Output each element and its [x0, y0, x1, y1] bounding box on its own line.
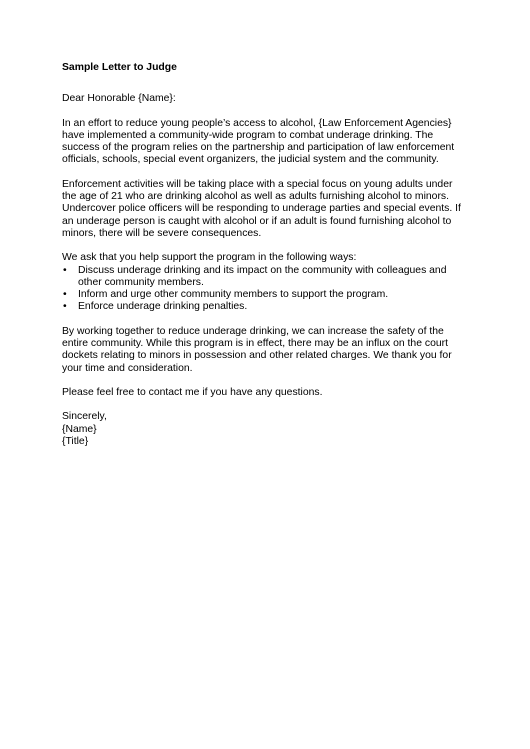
list-item	[62, 301, 472, 313]
list-item-line: Discuss underage drinking and its impact on the community with colleagues and	[78, 264, 447, 276]
list-item-line: other community members.	[78, 276, 204, 288]
letter-title: Sample Letter to Judge	[62, 62, 177, 73]
closing-phrase: Sincerely,	[62, 411, 107, 423]
contact-line: Please feel free to contact me if you have any questions.	[62, 386, 323, 398]
paragraph-closing-remarks	[62, 326, 472, 375]
list-item-line: Enforce underage drinking penalties.	[78, 301, 248, 313]
bullet-icon: •	[63, 301, 67, 313]
letter-page	[62, 62, 472, 448]
paragraph-line: Undercover police officers will be responding to underage parties and special events. If	[62, 203, 461, 215]
paragraph-line: have implemented a community-wide program to combat underage drinking. The	[62, 129, 434, 141]
paragraph-line: officials, schools, special event organizers, the judicial system and the community.	[62, 154, 439, 166]
list-item-line: Inform and urge other community members to support the program.	[78, 289, 389, 301]
paragraph-line: entire community. While this program is in effect, there may be an influx on the court	[62, 338, 448, 350]
paragraph-program-intro	[62, 118, 472, 167]
paragraph-line: Enforcement activities will be taking place with a special focus on young adults under	[62, 178, 453, 190]
support-intro: We ask that you help support the program in the following ways:	[62, 252, 357, 264]
paragraph-line: minors, there will be severe consequences.	[62, 227, 262, 239]
bullet-icon: •	[63, 264, 67, 276]
signer-title: {Title}	[62, 435, 89, 447]
paragraph-line: dockets relating to minors in possession and other related charges. We thank you for	[62, 350, 452, 362]
paragraph-line: success of the program relies on the partnership and participation of law enforcement	[62, 142, 455, 154]
paragraph-line: In an effort to reduce young people’s access to alcohol, {Law Enforcement Agencies}	[62, 117, 452, 129]
bullet-icon: •	[63, 289, 67, 301]
signature-block	[62, 411, 472, 448]
salutation: Dear Honorable {Name}:	[62, 93, 176, 105]
paragraph-enforcement	[62, 179, 472, 240]
list-item	[62, 265, 472, 290]
paragraph-line: the age of 21 who are drinking alcohol as well as adults furnishing alcohol to minors.	[62, 191, 449, 203]
paragraph-line: your time and consideration.	[62, 362, 193, 374]
signer-name: {Name}	[62, 423, 97, 435]
list-item	[62, 289, 472, 301]
paragraph-line: an underage person is caught with alcohol or if an adult is found furnishing alcohol to	[62, 215, 452, 227]
paragraph-line: By working together to reduce underage drinking, we can increase the safety of the	[62, 325, 444, 337]
support-list	[62, 265, 472, 314]
